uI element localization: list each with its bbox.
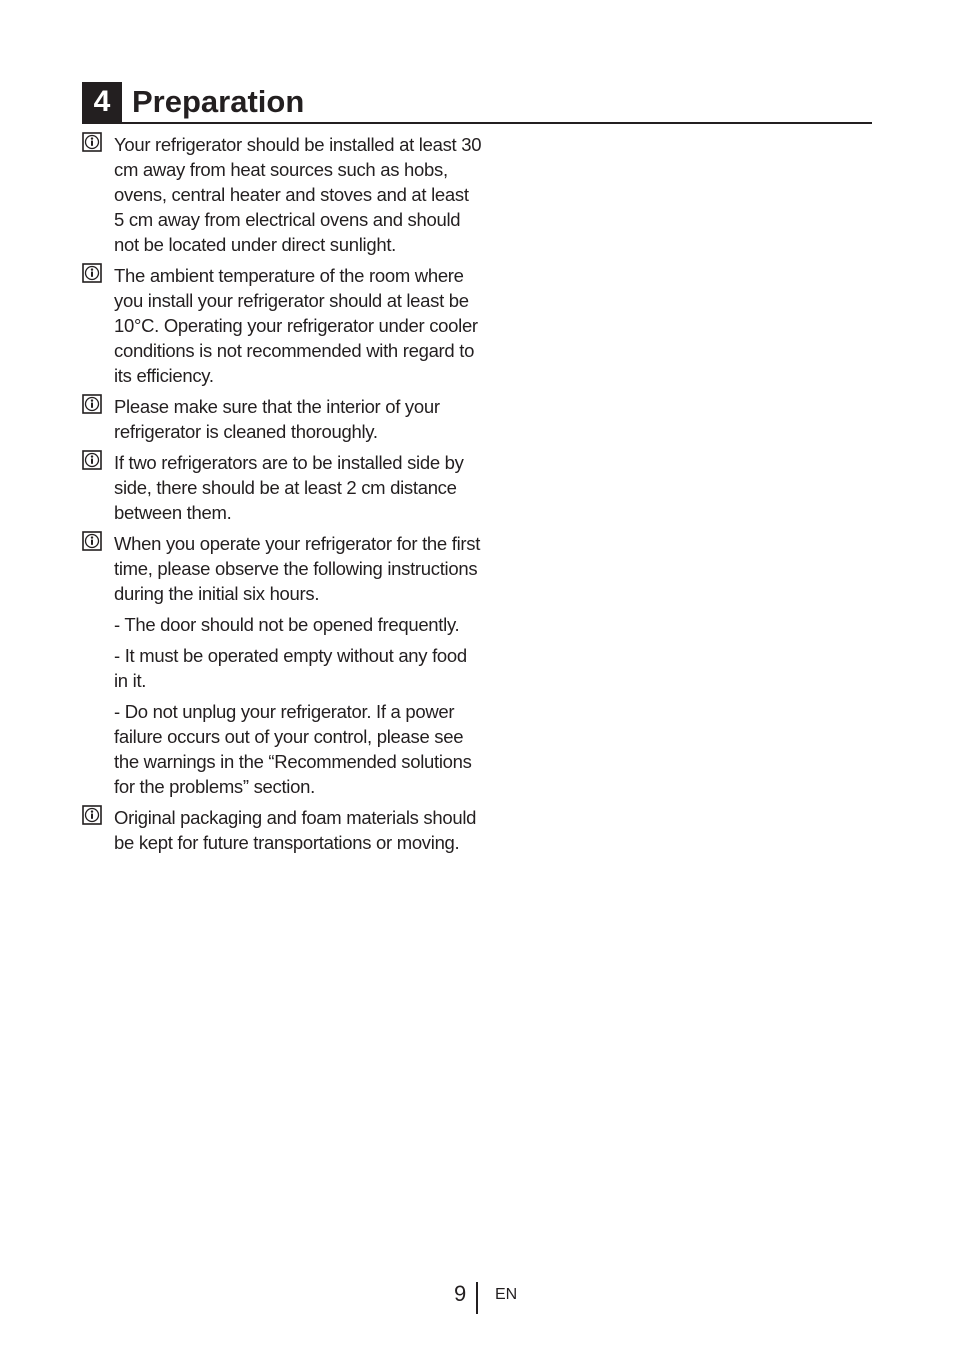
page-title: Preparation xyxy=(132,84,305,119)
list-item-text: Original packaging and foam materials should be kept for future transportations or moving. xyxy=(114,807,477,853)
list-item-text: Your refrigerator should be installed at least 30 cm away from heat sources such as hobs, ovens, central heater and stoves and at least 5 cm away from electrical ovens and should not be located under direct sunlight. xyxy=(114,134,482,255)
section-heading xyxy=(82,82,872,124)
language-code: EN xyxy=(495,1286,518,1303)
footer-divider xyxy=(476,1282,478,1314)
list-item xyxy=(82,805,482,855)
info-icon xyxy=(82,132,102,152)
list-item xyxy=(82,531,482,606)
list-item-text: Please make sure that the interior of your refrigerator is cleaned thoroughly. xyxy=(114,396,440,442)
list-item xyxy=(82,394,482,444)
info-icon xyxy=(82,450,102,470)
list-item-text: The ambient temperature of the room where you install your refrigerator should at least be 10°C. Operating your refrigerator under cooler conditions is not recommended with regard to its efficiency. xyxy=(114,265,478,386)
info-icon xyxy=(82,394,102,414)
list-item xyxy=(82,450,482,525)
info-icon xyxy=(82,263,102,283)
sub-list-item xyxy=(82,643,482,693)
info-icon xyxy=(82,531,102,551)
page-number: 9 xyxy=(454,1281,467,1306)
sub-list-item-text: - It must be operated empty without any food in it. xyxy=(114,645,467,691)
sub-list-item-text: - The door should not be opened frequently. xyxy=(114,614,460,635)
list-item-text: If two refrigerators are to be installed side by side, there should be at least 2 cm distance between them. xyxy=(114,452,464,523)
section-number: 4 xyxy=(82,82,122,122)
sub-list-item xyxy=(82,612,482,637)
sub-list-item-text: - Do not unplug your refrigerator. If a power failure occurs out of your control, please see the warnings in the “Recommended solutions for the problems” section. xyxy=(114,701,472,797)
instructions-list xyxy=(82,132,482,861)
list-item xyxy=(82,132,482,257)
sub-list-item xyxy=(82,699,482,799)
list-item-text: When you operate your refrigerator for the first time, please observe the following instructions during the initial six hours. xyxy=(114,533,481,604)
list-item xyxy=(82,263,482,388)
info-icon xyxy=(82,805,102,825)
